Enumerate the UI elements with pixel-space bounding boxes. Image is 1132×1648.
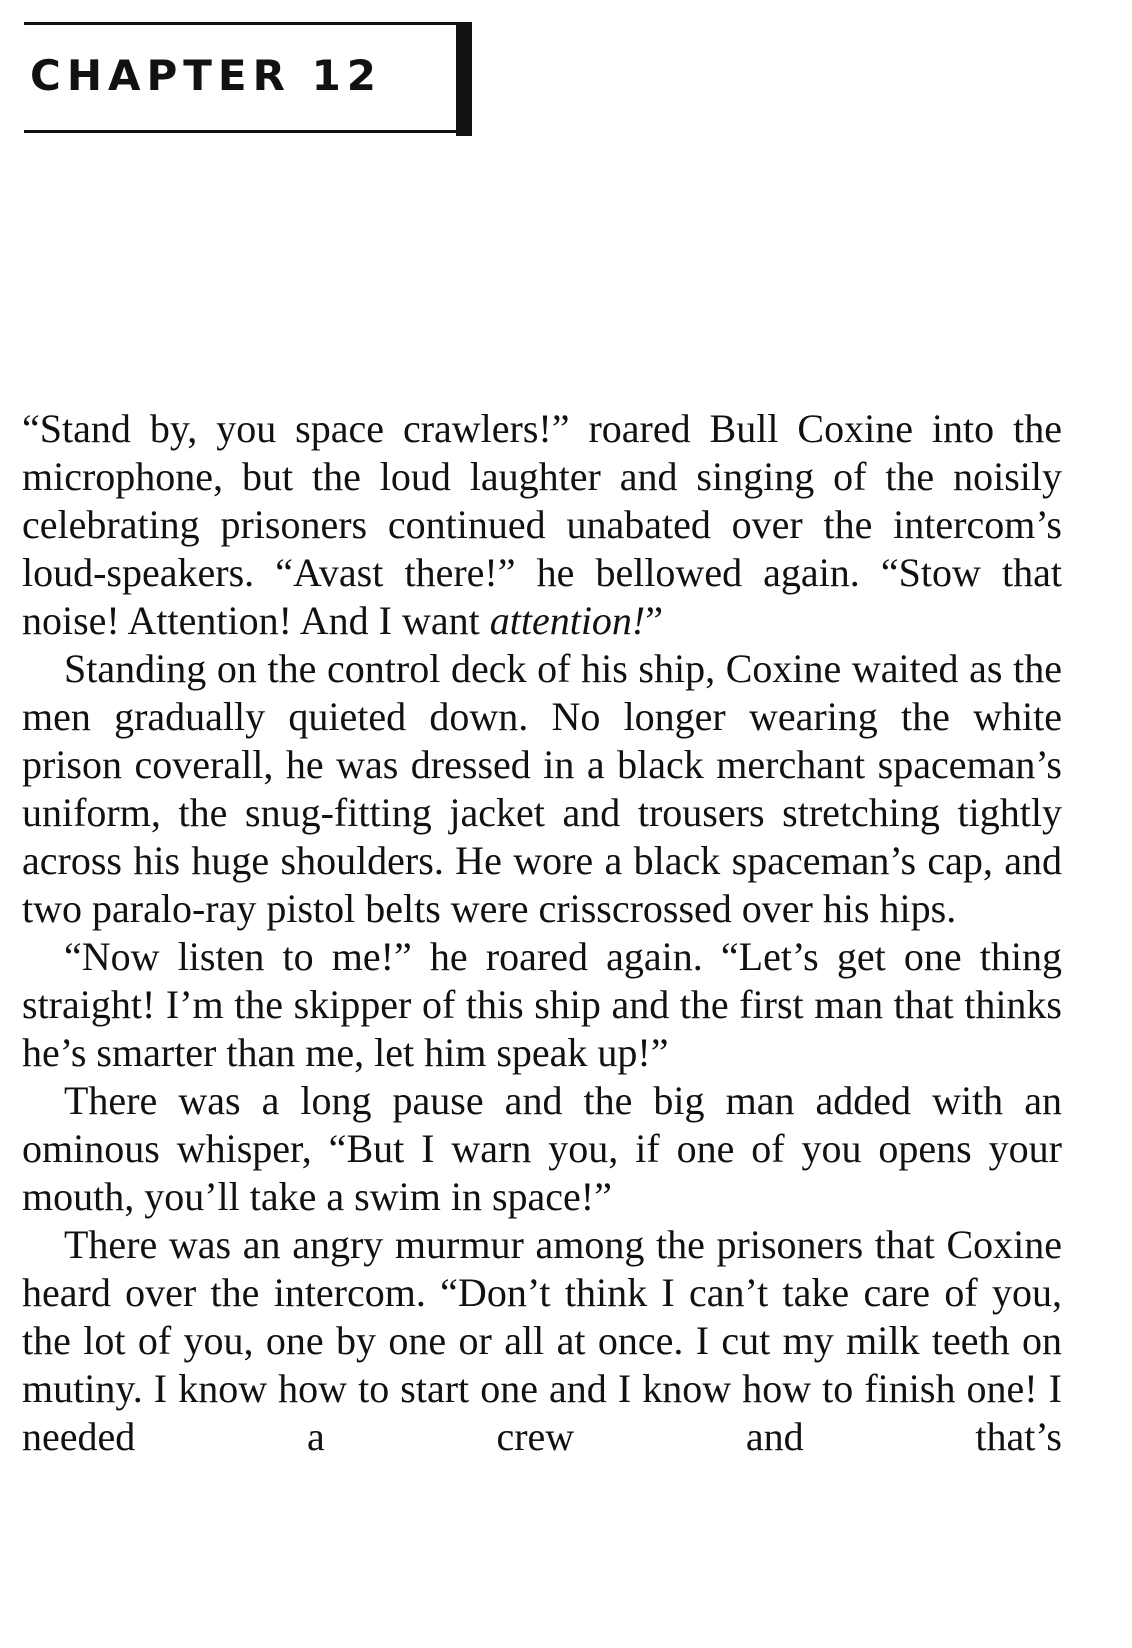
- chapter-top-rule: [24, 22, 460, 25]
- chapter-header: [24, 22, 454, 134]
- paragraph-1-text: “Stand by, you space crawlers!” roared Bull Coxine into the microphone, but the loud laughter and singing of the noisily celebrating prisoners continued unabated over the intercom’s loud-speakers. “Avast there!” he bellowed again. “Stow that noise! Attention! And I want: [22, 406, 1062, 643]
- paragraph-5: There was an angry murmur among the prisoners that Coxine heard over the intercom. “Don’t think I can’t take care of you, the lot of you, one by one or all at once. I cut my milk teeth on mutiny. I know how to start one and I know how to finish one! I needed a crew and that’s: [22, 1222, 1062, 1459]
- chapter-heading: CHAPTER 12: [30, 51, 383, 100]
- paragraph-1-closing-quote: ”: [645, 598, 664, 643]
- body-text: [22, 405, 1062, 1461]
- paragraph-1-emphasis: attention!: [489, 598, 646, 643]
- chapter-bottom-rule: [24, 130, 470, 133]
- paragraph-4: There was a long pause and the big man added with an ominous whisper, “But I warn you, if one of you opens your mouth, you’ll take a swim in space!”: [22, 1078, 1062, 1219]
- chapter-side-rule: [456, 22, 472, 136]
- paragraph-2: Standing on the control deck of his ship, Coxine waited as the men gradually quieted down. No longer wearing the white prison coverall, he was dressed in a black merchant spaceman’s uniform, the snug-fitting jacket and trousers stretching tightly across his huge shoulders. He wore a black spaceman’s cap, and two paralo-ray pistol belts were crisscrossed over his hips.: [22, 646, 1062, 931]
- paragraph-3: “Now listen to me!” he roared again. “Let’s get one thing straight! I’m the skipper of this ship and the first man that thinks he’s smarter than me, let him speak up!”: [22, 934, 1062, 1075]
- paragraph-1: [22, 405, 1062, 645]
